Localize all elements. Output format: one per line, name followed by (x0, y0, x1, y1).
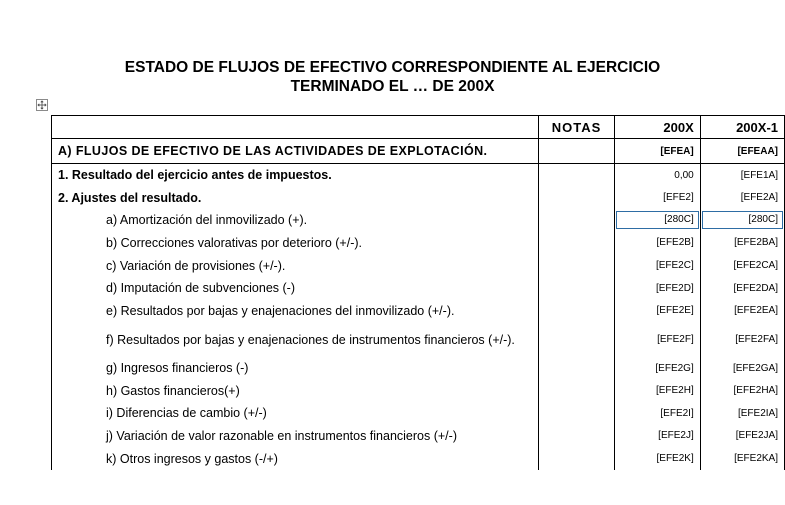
row-current-value[interactable]: [EFE2E] (614, 299, 700, 322)
header-notas[interactable]: NOTAS (539, 116, 614, 139)
row-previous-value[interactable]: [EFE2KA] (700, 447, 784, 470)
row-previous-value[interactable]: [EFE2BA] (700, 231, 784, 254)
row-current-value[interactable]: 0,00 (614, 164, 700, 187)
table-row (52, 209, 785, 231)
row-label[interactable]: 1. Resultado del ejercicio antes de impuestos. (52, 164, 539, 187)
row-current-value[interactable]: [EFE2J] (614, 424, 700, 447)
table-row (52, 186, 785, 209)
row-label[interactable]: h) Gastos financieros(+) (52, 379, 539, 402)
table-row (52, 322, 785, 357)
row-previous-value[interactable]: [EFE1A] (700, 164, 784, 187)
title-line-2: TERMINADO EL … DE 200X (290, 78, 495, 95)
row-current-value[interactable]: [EFE2H] (614, 379, 700, 402)
table-row (52, 164, 785, 187)
row-notas[interactable] (539, 402, 614, 424)
row-current-cell[interactable] (614, 209, 700, 231)
row-previous-value[interactable]: [EFE2HA] (700, 379, 784, 402)
row-notas[interactable] (539, 231, 614, 254)
row-label[interactable]: j) Variación de valor razonable en instrumentos financieros (+/-) (52, 424, 539, 447)
row-label[interactable]: b) Correcciones valorativas por deterioro (+/-). (52, 231, 539, 254)
title-line-1: ESTADO DE FLUJOS DE EFECTIVO CORRESPONDIENTE AL EJERCICIO (124, 59, 661, 76)
row-notas[interactable] (539, 322, 614, 357)
row-current-value[interactable]: [EFE2D] (614, 277, 700, 299)
row-current-value[interactable]: [EFE2G] (614, 357, 700, 379)
row-previous-value[interactable]: [EFE2GA] (700, 357, 784, 379)
row-notas[interactable] (539, 209, 614, 231)
row-previous-value[interactable]: [EFE2JA] (700, 424, 784, 447)
section-a-previous[interactable]: [EFEAA] (700, 139, 784, 164)
row-previous-cell[interactable] (700, 209, 784, 231)
row-previous-value[interactable]: [EFE2CA] (700, 254, 784, 277)
section-a-row (52, 139, 785, 164)
table-row (52, 231, 785, 254)
header-concept[interactable] (52, 116, 539, 139)
row-current-value[interactable]: [EFE2K] (614, 447, 700, 470)
row-previous-value[interactable]: [EFE2EA] (700, 299, 784, 322)
row-notas[interactable] (539, 357, 614, 379)
row-previous-value[interactable]: [280C] (702, 211, 783, 229)
row-notas[interactable] (539, 164, 614, 187)
section-a-notas[interactable] (539, 139, 614, 164)
row-label[interactable]: k) Otros ingresos y gastos (-/+) (52, 447, 539, 470)
header-year-current[interactable]: 200X (614, 116, 700, 139)
row-current-value[interactable]: [EFE2I] (614, 402, 700, 424)
table-row (52, 357, 785, 379)
row-current-value[interactable]: [EFE2F] (614, 322, 700, 357)
row-notas[interactable] (539, 447, 614, 470)
document-title (0, 58, 785, 96)
row-notas[interactable] (539, 277, 614, 299)
row-current-value[interactable]: [EFE2B] (614, 231, 700, 254)
table-row (52, 447, 785, 470)
row-current-value[interactable]: [EFE2C] (614, 254, 700, 277)
table-header-row (52, 116, 785, 139)
row-notas[interactable] (539, 424, 614, 447)
section-a-current[interactable]: [EFEA] (614, 139, 700, 164)
row-label[interactable]: g) Ingresos financieros (-) (52, 357, 539, 379)
table-row (52, 424, 785, 447)
section-a-label[interactable]: A) FLUJOS DE EFECTIVO DE LAS ACTIVIDADES DE EXPLOTACIÓN. (52, 139, 539, 164)
table-row (52, 299, 785, 322)
cash-flow-table (51, 115, 785, 470)
row-current-value[interactable]: [EFE2] (614, 186, 700, 209)
table-row (52, 379, 785, 402)
table-row (52, 254, 785, 277)
row-label[interactable]: 2. Ajustes del resultado. (52, 186, 539, 209)
table-row (52, 277, 785, 299)
row-label[interactable]: d) Imputación de subvenciones (-) (52, 277, 539, 299)
table-row (52, 402, 785, 424)
row-label[interactable]: e) Resultados por bajas y enajenaciones del inmovilizado (+/-). (52, 299, 539, 322)
row-label[interactable]: f) Resultados por bajas y enajenaciones de instrumentos financieros (+/-). (52, 322, 539, 357)
row-previous-value[interactable]: [EFE2A] (700, 186, 784, 209)
row-label[interactable]: i) Diferencias de cambio (+/-) (52, 402, 539, 424)
table-move-handle[interactable] (36, 99, 48, 111)
row-previous-value[interactable]: [EFE2IA] (700, 402, 784, 424)
row-notas[interactable] (539, 254, 614, 277)
row-label[interactable]: c) Variación de provisiones (+/-). (52, 254, 539, 277)
row-previous-value[interactable]: [EFE2FA] (700, 322, 784, 357)
row-label[interactable]: a) Amortización del inmovilizado (+). (52, 209, 539, 231)
row-notas[interactable] (539, 299, 614, 322)
row-notas[interactable] (539, 186, 614, 209)
row-current-value[interactable]: [280C] (616, 211, 699, 229)
header-year-previous[interactable]: 200X-1 (700, 116, 784, 139)
row-previous-value[interactable]: [EFE2DA] (700, 277, 784, 299)
move-handle-icon (37, 100, 47, 110)
row-notas[interactable] (539, 379, 614, 402)
